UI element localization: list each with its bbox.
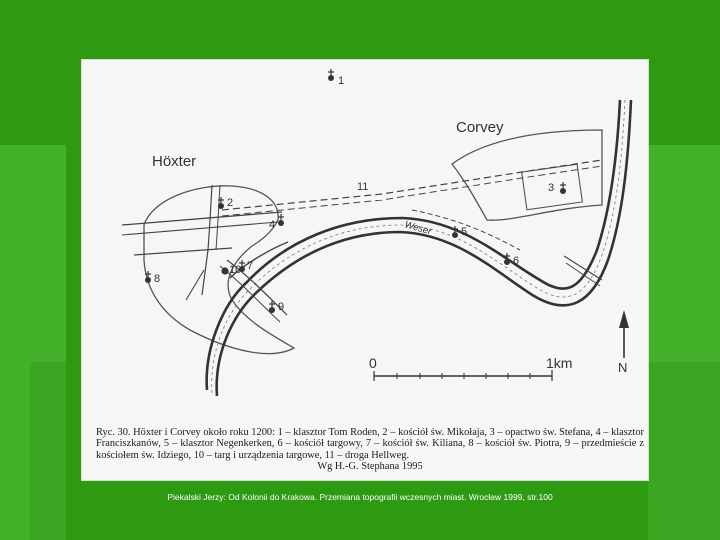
hoxter-label: Höxter <box>152 153 197 170</box>
marker-8-label: 8 <box>154 273 161 285</box>
map-drawing <box>82 60 648 480</box>
marker-6-label: 6 <box>513 255 520 267</box>
map-figure <box>82 60 648 480</box>
marker-9-label: 9 <box>278 301 285 313</box>
north-arrow-icon <box>618 310 629 375</box>
source-citation: Piekalski Jerzy: Od Kolonii do Krakowa. Przemiana topografii wczesnych miast. Wrocław 1999, str.100 <box>167 492 553 502</box>
road-southwest <box>186 270 204 300</box>
scale-end-label: 1km <box>546 355 573 371</box>
river-bank-south <box>217 100 631 396</box>
river-bank-north <box>207 100 620 390</box>
figure-caption <box>96 427 644 473</box>
road-market <box>134 248 232 255</box>
decor-band-right-inner <box>648 362 720 540</box>
figure-credit: Wg H.-G. Stephana 1995 <box>317 461 423 473</box>
decor-band-left-inner <box>30 362 66 540</box>
corvey-label: Corvey <box>456 119 504 136</box>
scale-bar <box>369 355 572 381</box>
road-west <box>122 212 282 225</box>
marker-10 <box>221 264 241 276</box>
marker-8 <box>145 271 160 285</box>
road-hellweg <box>222 160 602 210</box>
marker-1 <box>328 69 344 87</box>
figure-caption-text: Höxter i Corvey około roku 1200: 1 – klasztor Tom Roden, 2 – kościół św. Mikołaja, 3 – opactwo św. Stefana, 4 – klasztor Franciszkanów, 5 – klasztor Negenkerken, 6 – kościół targowy, 7 – kościół św. Kiliana, 8 – kościół św. Piotra, 9 – przedmieście z kościołem św. Idziego, 10 – targ i urządzenia targowe, 11 – droga Hellweg. <box>96 427 644 461</box>
marker-2 <box>218 197 233 209</box>
river-inner-line <box>212 100 628 393</box>
scale-start-label: 0 <box>369 355 377 371</box>
river-label: Weser <box>403 219 433 238</box>
marker-2-label: 2 <box>227 197 234 209</box>
road-11-label: 11 <box>357 181 369 193</box>
road-north-south <box>202 185 212 295</box>
marker-3-label: 3 <box>548 182 555 194</box>
marker-9 <box>269 301 284 313</box>
marker-10-label: 10 <box>229 264 242 276</box>
marker-7-label: 7 <box>247 260 254 272</box>
marker-1-label: 1 <box>338 75 345 87</box>
marker-5-label: 5 <box>461 226 468 238</box>
figure-number: Ryc. 30. <box>96 427 131 438</box>
marker-6 <box>504 253 519 267</box>
road-east-exit-2 <box>566 263 600 286</box>
north-label: N <box>618 360 628 375</box>
road-hellweg-2 <box>222 166 602 216</box>
marker-3 <box>548 182 566 194</box>
marker-4-label: 4 <box>269 219 276 231</box>
road-west-2 <box>122 222 278 235</box>
